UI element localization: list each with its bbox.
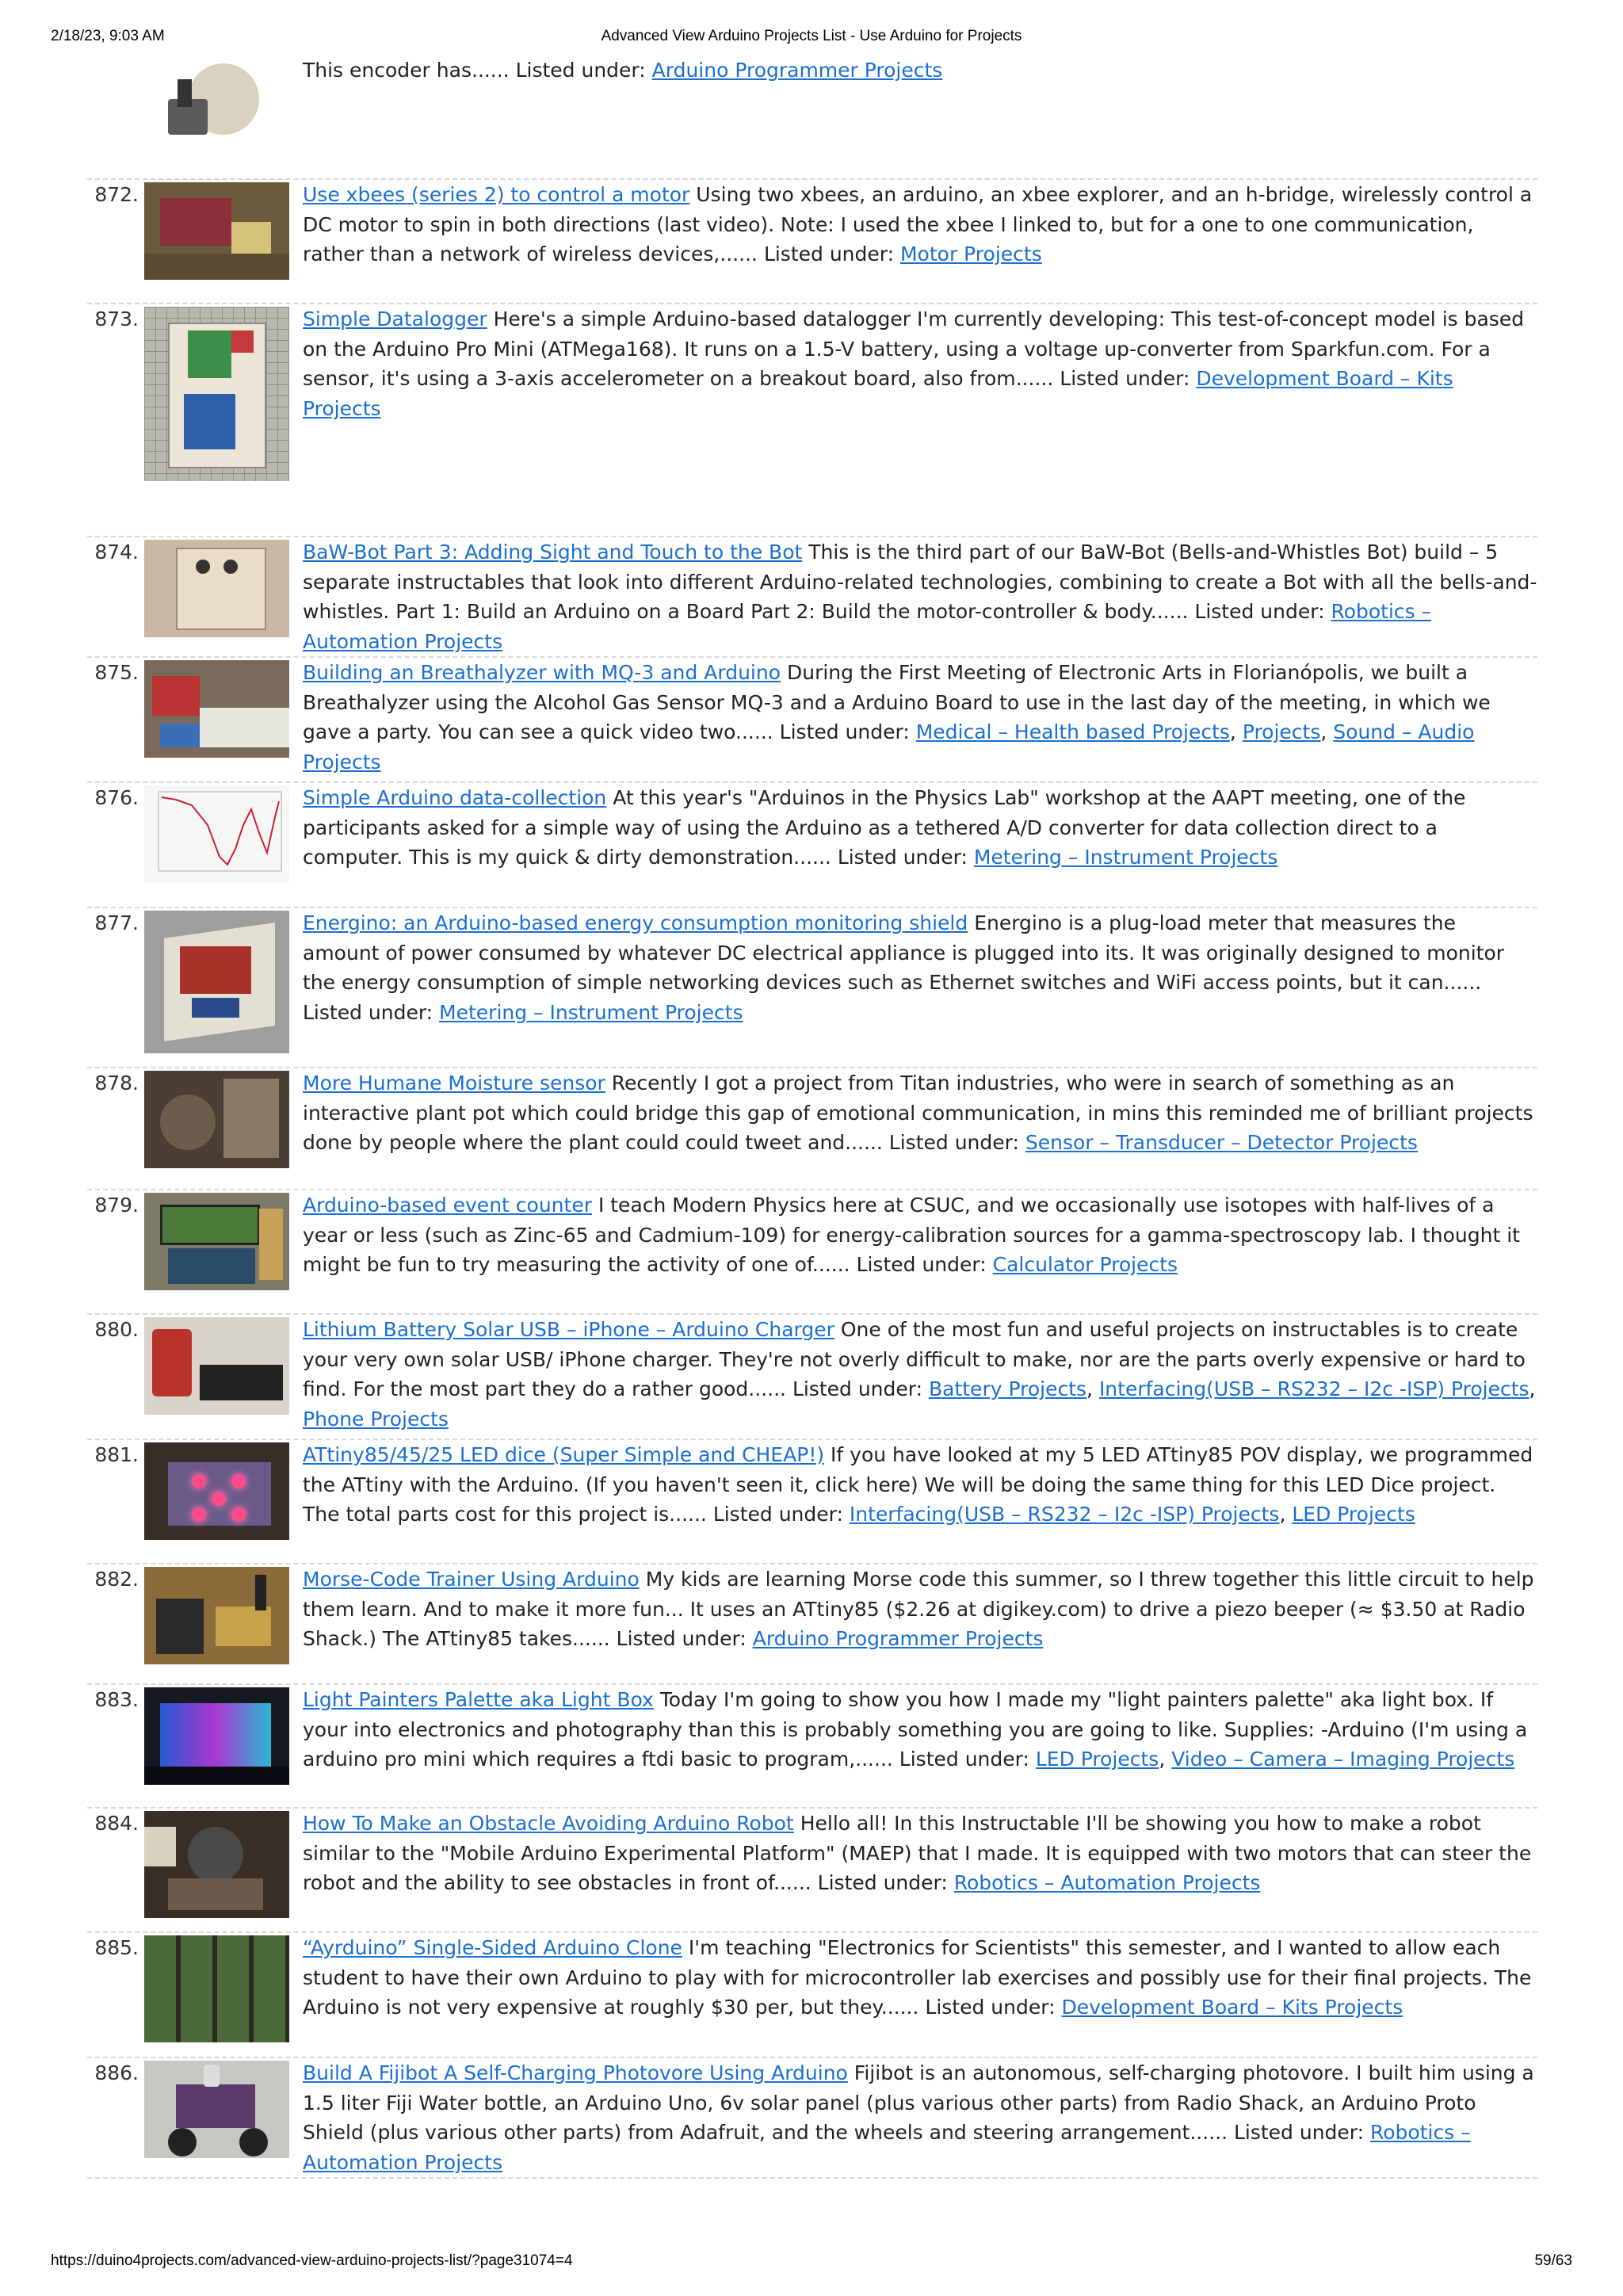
category-link[interactable]: Projects [1242, 720, 1321, 743]
project-thumbnail[interactable] [144, 307, 289, 481]
project-description: This is the third part of our BaW-Bot (Bells-and-Whistles Bot) build – 5 separate instructables that look into different Arduino-related technologies, combining to create a Bot with all the bells-and-whistles. Part 1: Build an Arduino on a Board Part 2: Build the motor-controller & body...... [303, 541, 1537, 623]
project-title-link[interactable]: Morse-Code Trainer Using Arduino [303, 1568, 640, 1591]
project-description: This encoder has...... [303, 59, 516, 82]
category-link[interactable]: LED Projects [1292, 1503, 1415, 1526]
listed-under-label: Listed under: [1194, 600, 1331, 623]
item-number: 885. [94, 1936, 139, 1959]
item-text [303, 1564, 1537, 1654]
category-link[interactable]: Sensor – Transducer – Detector Projects [1025, 1131, 1418, 1154]
item-number: 884. [94, 1812, 139, 1835]
list-item [87, 1564, 1537, 1685]
category-link[interactable]: Robotics – Automation Projects [303, 2121, 1471, 2174]
category-link[interactable]: Interfacing(USB – RS232 – I2c -ISP) Projects [1098, 1377, 1529, 1400]
category-link[interactable]: Medical – Health based Projects [915, 720, 1230, 743]
project-title-link[interactable]: Simple Arduino data-collection [303, 786, 607, 809]
project-description: Energino is a plug-load meter that measures the amount of power consumed by whatever DC electrical appliance is plugged into its. It was originally designed to monitor the energy consumption of simple networking devices such as Ethernet switches and WiFi access points, but it can...... [303, 911, 1505, 994]
project-thumbnail[interactable] [144, 1811, 289, 1918]
project-description: I'm teaching "Electronics for Scientists" this semester, and I wanted to allow each student to have their own Arduino to play with for microcontroller lab exercises and possibly use for their final projects. The Arduino is not very expensive at roughly $30 per, but they...... [303, 1936, 1532, 2019]
item-text [303, 908, 1537, 1027]
project-thumbnail[interactable] [144, 55, 289, 151]
list-item [87, 1068, 1537, 1190]
item-number: 879. [94, 1194, 139, 1217]
project-description: Here's a simple Arduino-based datalogger I'm currently developing: This test-of-concept model is based on the Arduino Pro Mini (ATMega168). It runs on a 1.5-V battery, using a voltage up-converter from Sparkfun.com. For a sensor, it's using a 3-axis accelerometer on a breakout board, also from...... [303, 308, 1525, 390]
list-item [87, 1685, 1537, 1809]
project-thumbnail[interactable] [144, 785, 289, 883]
project-description: Using two xbees, an arduino, an xbee explorer, and an h-bridge, wirelessly control a DC motor to spin in both directions (last video). Note: I used the xbee I linked to, but for a one to one communication, rather than a network of wireless devices,...... [303, 183, 1533, 266]
listed-under-label: Listed under: [792, 1377, 929, 1400]
item-text [303, 180, 1537, 269]
project-description: I teach Modern Physics here at CSUC, and we occasionally use isotopes with half-lives of a year or less (such as Zinc-65 and Cadmium-109) for energy-calibration sources for a gamma-spectroscopy lab. I thought it might be fun to try measuring the activity of one of...... [303, 1194, 1520, 1276]
project-thumbnail[interactable] [144, 1071, 289, 1168]
item-number: 883. [94, 1688, 139, 1711]
category-link[interactable]: Interfacing(USB – RS232 – I2c -ISP) Projects [849, 1503, 1280, 1526]
item-text: Building an Breathalyzer with MQ-3 and Arduino During the First Meeting of Electronic Arts in Florianópolis, we built a Breathalyzer using the Alcohol Gas Sensor MQ-3 and a Arduino Board to use in the last day of the meeting, in which we gave a party. You can see a quick video two...... Listed under: Medical – Health based Projects, Projects, Sound – Audio Projects [303, 661, 1491, 774]
category-link[interactable]: Video – Camera – Imaging Projects [1171, 1748, 1515, 1771]
item-text [303, 1190, 1537, 1280]
list-item [87, 180, 1537, 304]
item-text [303, 1068, 1537, 1158]
project-thumbnail[interactable] [144, 911, 289, 1053]
project-title-link[interactable]: Lithium Battery Solar USB – iPhone – Arduino Charger [303, 1318, 834, 1341]
listed-under-label: Listed under: [817, 1871, 954, 1894]
category-link[interactable]: Robotics – Automation Projects [303, 600, 1432, 653]
item-text [303, 1809, 1537, 1898]
print-datetime: 2/18/23, 9:03 AM [51, 28, 165, 44]
project-description: Recently I got a project from Titan industries, who were in search of something as an interactive plant pot which could bridge this gap of emotional communication, in mins this reminded me of brilliant projects done by people where the plant could could tweet and...... [303, 1072, 1533, 1154]
project-title-link[interactable]: Light Painters Palette aka Light Box [303, 1688, 654, 1711]
list-item [87, 55, 1537, 180]
project-description: My kids are learning Morse code this summer, so I threw together this little circuit to help them learn. And to make it more fun... It uses an ATtiny85 ($2.26 at digikey.com) to drive a piezo beeper (≈ $3.50 at Radio Shack.) The ATtiny85 takes...... [303, 1568, 1534, 1650]
project-description: Today I'm going to show you how I made my "light painters palette" aka light box. If your into electronics and photography than this is probably something you are going to like. Supplies: -Arduino (I'm using a arduino pro mini which requires a ftdi basic to program,...... [303, 1688, 1528, 1771]
project-description: Fijibot is an autonomous, self-charging photovore. I built him using a 1.5 liter Fiji Water bottle, an Arduino Uno, 6v solar panel (plus various other parts) from Radio Shack, an Arduino Proto Shield (plus various other parts) from Adafruit, and the wheels and steering arrangement...... [303, 2061, 1534, 2144]
list-item [87, 304, 1537, 537]
item-text [303, 783, 1537, 873]
list-item [87, 1809, 1537, 1933]
project-thumbnail[interactable] [144, 1317, 289, 1415]
project-title-link[interactable]: “Ayrduino” Single-Sided Arduino Clone [303, 1936, 682, 1959]
listed-under-label: Listed under: [779, 720, 916, 743]
item-text: ATtiny85/45/25 LED dice (Super Simple and CHEAP!) If you have looked at my 5 LED ATtiny85 POV display, we programmed the ATtiny with the Arduino. (If you haven't seen it, click here) We will be doing the same thing for this LED Dice project. The total parts cost for this project is...... Listed under: Interfacing(USB – RS232 – I2c -ISP) Projects, LED Projects [303, 1443, 1533, 1526]
category-link[interactable]: Calculator Projects [992, 1253, 1178, 1276]
list-item [87, 783, 1537, 908]
category-link[interactable]: Motor Projects [899, 243, 1042, 266]
item-text: Light Painters Palette aka Light Box Today I'm going to show you how I made my "light painters palette" aka light box. If your into electronics and photography than this is probably something you are going to like. Supplies: -Arduino (I'm using a arduino pro mini which requires a ftdi basic to program,...... Listed under: LED Projects, Video – Camera – Imaging Projects [303, 1688, 1528, 1771]
project-description: During the First Meeting of Electronic Arts in Florianópolis, we built a Breathalyzer using the Alcohol Gas Sensor MQ-3 and a Arduino Board to use in the last day of the meeting, in which we gave a party. You can see a quick video two...... [303, 661, 1491, 743]
category-link[interactable]: Robotics – Automation Projects [953, 1871, 1261, 1894]
project-title-link[interactable]: ATtiny85/45/25 LED dice (Super Simple and CHEAP!) [303, 1443, 825, 1466]
list-item [87, 1190, 1537, 1315]
category-link[interactable]: Metering – Instrument Projects [973, 846, 1278, 869]
project-description: Hello all! In this Instructable I'll be showing you how to make a robot similar to the "Mobile Arduino Experimental Platform" (MAEP) that I made. It is equipped with two motors that can steer the robot and the ability to see obstacles in front of...... [303, 1812, 1532, 1894]
list-item [87, 1315, 1537, 1440]
category-link[interactable]: Phone Projects [303, 1407, 449, 1431]
project-thumbnail[interactable] [144, 540, 289, 637]
listed-under-label: Listed under: [888, 1131, 1025, 1154]
print-page-title: Advanced View Arduino Projects List - Use Arduino for Projects [601, 28, 1022, 44]
category-link[interactable]: Development Board – Kits Projects [1061, 1996, 1403, 2019]
listed-under-label: Listed under: [899, 1748, 1036, 1771]
print-page-number: 59/63 [1534, 2252, 1572, 2269]
project-title-link[interactable]: Build A Fijibot A Self-Charging Photovore Using Arduino [303, 2061, 848, 2084]
projects-list [87, 55, 1537, 2179]
list-item [87, 658, 1537, 783]
listed-under-label: Listed under: [303, 1000, 440, 1024]
project-title-link[interactable]: More Humane Moisture sensor [303, 1072, 605, 1095]
item-text [303, 537, 1537, 656]
project-title-link[interactable]: Arduino-based event counter [303, 1194, 592, 1217]
listed-under-label: Listed under: [712, 1503, 850, 1526]
list-item [87, 908, 1537, 1068]
category-link[interactable]: Sound – Audio Projects [303, 720, 1475, 774]
item-number: 880. [94, 1318, 139, 1341]
listed-under-label: Listed under: [515, 59, 652, 82]
listed-under-label: Listed under: [856, 1253, 993, 1276]
project-title-link[interactable]: Use xbees (series 2) to control a motor [303, 183, 690, 206]
item-number: 877. [94, 911, 139, 934]
project-thumbnail[interactable] [144, 1687, 289, 1785]
project-description: One of the most fun and useful projects on instructables is to create your very own solar USB/ iPhone charger. They're not overly difficult to make, nor are the parts overly expensive or hard to find. For the most part they do a rather good...... [303, 1318, 1526, 1400]
listed-under-label: Listed under: [837, 846, 974, 869]
listed-under-label: Listed under: [1060, 367, 1197, 390]
project-title-link[interactable]: Energino: an Arduino-based energy consumption monitoring shield [303, 911, 968, 934]
item-text [303, 1933, 1537, 2023]
item-number: 882. [94, 1568, 139, 1591]
list-item [87, 537, 1537, 658]
item-number: 886. [94, 2061, 139, 2084]
category-link[interactable]: Arduino Programmer Projects [651, 59, 943, 82]
item-text [303, 2058, 1537, 2177]
print-url: https://duino4projects.com/advanced-view-arduino-projects-list/?page31074=4 [51, 2252, 573, 2269]
listed-under-label: Listed under: [763, 243, 900, 266]
listed-under-label: Listed under: [925, 1996, 1062, 2019]
item-number: 874. [94, 541, 139, 563]
project-title-link[interactable]: How To Make an Obstacle Avoiding Arduino Robot [303, 1812, 794, 1835]
project-thumbnail[interactable] [144, 1442, 289, 1540]
print-header [51, 28, 1572, 47]
item-number: 881. [94, 1443, 139, 1466]
item-number: 878. [94, 1072, 139, 1095]
list-item [87, 1440, 1537, 1564]
project-thumbnail[interactable] [144, 1567, 289, 1664]
print-footer [51, 2252, 1572, 2271]
project-thumbnail[interactable] [144, 1935, 289, 2042]
category-link[interactable]: Battery Projects [928, 1377, 1087, 1400]
item-number: 876. [94, 786, 139, 809]
category-link[interactable]: LED Projects [1035, 1748, 1159, 1771]
listed-under-label: Listed under: [616, 1627, 753, 1650]
item-text [303, 304, 1537, 423]
listed-under-label: Listed under: [1233, 2121, 1371, 2144]
project-thumbnail[interactable] [144, 2061, 289, 2158]
project-title-link[interactable]: Simple Datalogger [303, 308, 487, 330]
item-number: 872. [94, 183, 139, 206]
project-thumbnail[interactable] [144, 660, 289, 758]
project-title-link[interactable]: Building an Breathalyzer with MQ-3 and Arduino [303, 661, 781, 684]
category-link[interactable]: Development Board – Kits Projects [303, 367, 1453, 420]
item-number: 873. [94, 308, 139, 330]
project-thumbnail[interactable] [144, 1193, 289, 1290]
project-description: At this year's "Arduinos in the Physics Lab" workshop at the AAPT meeting, one of the participants asked for a simple way of using the Arduino as a tethered A/D converter for data collection direct to a computer. This is my quick & dirty demonstration...... [303, 786, 1466, 869]
item-text [303, 55, 1537, 86]
list-item [87, 2058, 1537, 2179]
list-item [87, 1933, 1537, 2058]
project-thumbnail[interactable] [144, 182, 289, 280]
category-link[interactable]: Arduino Programmer Projects [752, 1627, 1044, 1650]
item-number: 875. [94, 661, 139, 684]
category-link[interactable]: Metering – Instrument Projects [439, 1000, 743, 1024]
project-description: If you have looked at my 5 LED ATtiny85 POV display, we programmed the ATtiny with the Arduino. (If you haven't seen it, click here) We will be doing the same thing for this LED Dice project. The total parts cost for this project is...... [303, 1443, 1533, 1526]
project-title-link[interactable]: BaW-Bot Part 3: Adding Sight and Touch to the Bot [303, 541, 803, 563]
item-text: Lithium Battery Solar USB – iPhone – Arduino Charger One of the most fun and useful projects on instructables is to create your very own solar USB/ iPhone charger. They're not overly difficult to make, nor are the parts overly expensive or hard to find. For the most part they do a rather good...... Listed under: Battery Projects, Interfacing(USB – RS232 – I2c -ISP) Projects, Phone Projects [303, 1318, 1536, 1431]
